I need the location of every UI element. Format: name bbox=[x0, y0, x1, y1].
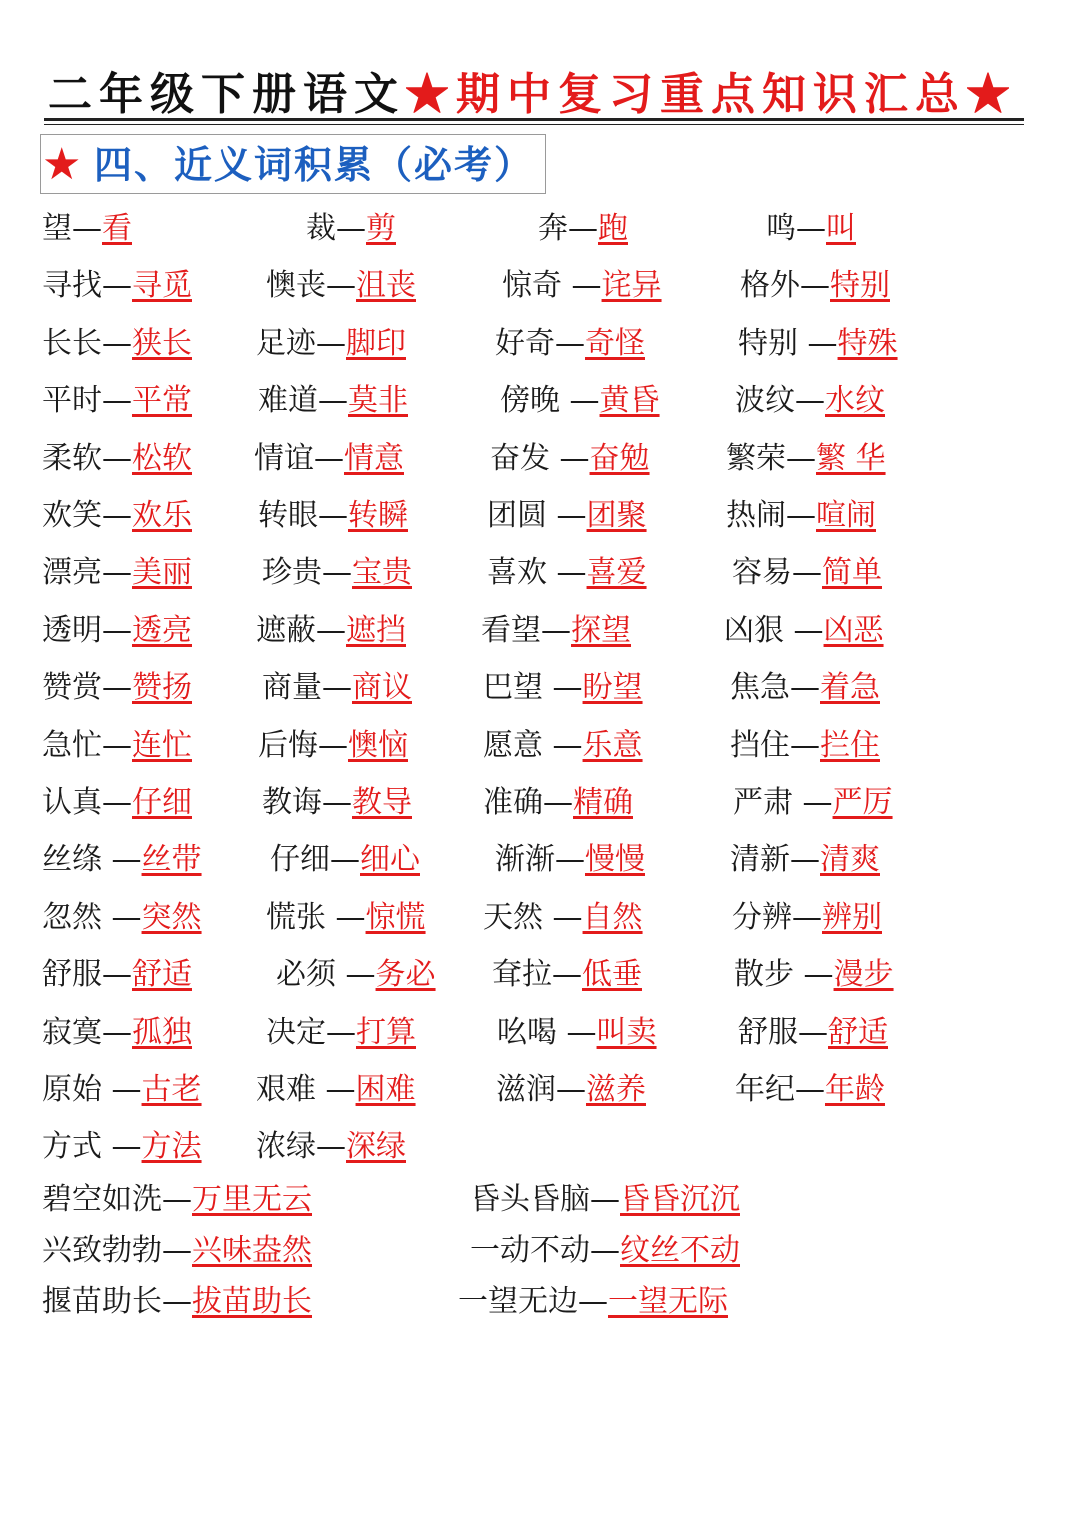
synonym-pair bbox=[487, 553, 647, 593]
dash: — bbox=[541, 612, 571, 648]
word: 急忙 bbox=[42, 727, 102, 763]
dash: — bbox=[792, 899, 822, 935]
word: 难道 bbox=[258, 383, 318, 419]
synonym-pair bbox=[42, 324, 192, 364]
dash: — bbox=[162, 1233, 192, 1268]
synonym-pair bbox=[42, 1231, 312, 1271]
synonym-pair bbox=[735, 381, 885, 421]
synonym-pair bbox=[740, 266, 890, 306]
synonym-answer: 打算 bbox=[356, 1014, 416, 1050]
word: 年纪 bbox=[735, 1072, 795, 1107]
synonym-pair bbox=[732, 898, 882, 938]
dash: — bbox=[552, 957, 582, 993]
word: 惊奇 bbox=[502, 268, 572, 304]
synonym-answer: 平常 bbox=[132, 383, 192, 419]
synonym-pair bbox=[42, 1070, 202, 1110]
synonym-pair bbox=[730, 840, 880, 880]
word: 奋发 bbox=[490, 440, 560, 476]
dash: — bbox=[790, 727, 820, 763]
word: 舒服 bbox=[42, 957, 102, 993]
synonym-pair bbox=[42, 840, 202, 880]
word: 艰难 bbox=[256, 1072, 326, 1107]
word: 容易 bbox=[732, 555, 792, 591]
word: 赞赏 bbox=[42, 670, 102, 706]
synonym-pair bbox=[262, 553, 412, 593]
dash: — bbox=[552, 670, 583, 706]
word: 特别 bbox=[738, 325, 808, 361]
synonym-answer: 遮挡 bbox=[346, 612, 406, 648]
synonym-answer: 严厉 bbox=[832, 785, 893, 820]
synonym-answer: 宝贵 bbox=[352, 555, 412, 591]
dash: — bbox=[318, 383, 348, 419]
synonym-answer: 诧异 bbox=[601, 268, 662, 304]
synonym-answer: 昏昏沉沉 bbox=[620, 1182, 740, 1217]
synonym-pair bbox=[470, 1231, 740, 1271]
word: 平时 bbox=[42, 383, 102, 419]
synonym-pair bbox=[306, 209, 396, 249]
synonym-answer: 孤独 bbox=[132, 1014, 192, 1050]
synonym-answer: 兴味盎然 bbox=[192, 1233, 312, 1268]
word: 吆喝 bbox=[497, 1014, 567, 1050]
dash: — bbox=[102, 440, 132, 476]
word: 碧空如洗 bbox=[42, 1182, 162, 1217]
synonym-pair bbox=[262, 668, 412, 708]
word: 原始 bbox=[42, 1072, 112, 1107]
title-rule-thin bbox=[44, 124, 1024, 125]
word: 揠苗助长 bbox=[42, 1284, 162, 1319]
dash: — bbox=[162, 1182, 192, 1217]
synonym-answer: 看 bbox=[102, 211, 132, 246]
synonym-answer: 黄昏 bbox=[599, 383, 660, 419]
word: 丝绦 bbox=[42, 842, 112, 878]
synonym-pair bbox=[42, 496, 192, 536]
word: 滋润 bbox=[496, 1072, 556, 1107]
dash: — bbox=[552, 727, 583, 763]
word: 鸣 bbox=[766, 211, 796, 246]
synonym-answer: 透亮 bbox=[132, 612, 192, 648]
synonym-answer: 纹丝不动 bbox=[620, 1233, 740, 1268]
dash: — bbox=[786, 498, 816, 533]
dash: — bbox=[571, 268, 602, 304]
dash: — bbox=[800, 268, 830, 304]
synonym-answer: 情意 bbox=[344, 440, 404, 476]
dash: — bbox=[322, 670, 352, 706]
synonym-pair bbox=[732, 553, 882, 593]
word: 情谊 bbox=[254, 440, 314, 476]
synonym-pair bbox=[256, 611, 406, 651]
word: 严肃 bbox=[733, 785, 803, 820]
word: 散步 bbox=[734, 957, 804, 993]
synonym-pair bbox=[483, 783, 633, 823]
synonym-answer: 喧闹 bbox=[816, 498, 876, 533]
dash: — bbox=[111, 1072, 142, 1107]
page-title bbox=[48, 66, 1028, 124]
synonym-answer: 盼望 bbox=[582, 670, 643, 706]
dash: — bbox=[330, 842, 360, 878]
dash: — bbox=[790, 842, 820, 878]
dash: — bbox=[798, 1014, 828, 1050]
synonym-answer: 舒适 bbox=[828, 1014, 888, 1050]
dash: — bbox=[102, 383, 132, 419]
synonym-answer: 细心 bbox=[360, 842, 420, 878]
synonym-pair bbox=[734, 955, 894, 995]
synonym-answer: 舒适 bbox=[132, 957, 192, 993]
dash: — bbox=[336, 211, 366, 246]
word: 天然 bbox=[483, 899, 553, 935]
synonym-answer: 叫 bbox=[826, 211, 856, 246]
word: 商量 bbox=[262, 670, 322, 706]
word: 愿意 bbox=[483, 727, 553, 763]
section-title: 四、近义词积累（必考） bbox=[94, 142, 535, 187]
synonym-pair bbox=[266, 898, 426, 938]
synonym-answer: 喜爱 bbox=[586, 555, 647, 591]
dash: — bbox=[111, 842, 142, 878]
word: 教诲 bbox=[262, 785, 322, 820]
synonym-pair bbox=[538, 209, 628, 249]
title-main: 二年级下册语文 bbox=[48, 69, 405, 120]
synonym-answer: 特别 bbox=[830, 268, 890, 304]
synonym-pair bbox=[733, 783, 893, 823]
synonym-answer: 剪 bbox=[366, 211, 396, 246]
word: 一望无边 bbox=[458, 1284, 578, 1319]
dash: — bbox=[318, 498, 348, 533]
synonym-answer: 拦住 bbox=[820, 727, 880, 763]
dash: — bbox=[102, 727, 132, 763]
synonym-pair bbox=[256, 324, 406, 364]
synonym-answer: 水纹 bbox=[825, 383, 885, 419]
synonym-answer: 凶恶 bbox=[823, 612, 884, 648]
synonym-answer: 转瞬 bbox=[348, 498, 408, 533]
synonym-answer: 仔细 bbox=[132, 785, 192, 820]
synonym-answer: 丝带 bbox=[141, 842, 202, 878]
synonym-answer: 团聚 bbox=[586, 498, 647, 533]
dash: — bbox=[802, 785, 833, 820]
word: 忽然 bbox=[42, 899, 112, 935]
word: 繁荣 bbox=[726, 440, 786, 476]
synonym-answer: 莫非 bbox=[348, 383, 408, 419]
synonym-answer: 慢慢 bbox=[585, 842, 645, 878]
synonym-pair bbox=[490, 439, 650, 479]
synonym-answer: 年龄 bbox=[825, 1072, 885, 1107]
synonym-answer: 深绿 bbox=[346, 1129, 406, 1165]
dash: — bbox=[786, 440, 816, 476]
synonym-answer: 欢乐 bbox=[132, 498, 192, 533]
word: 决定 bbox=[266, 1014, 326, 1050]
synonym-pair bbox=[492, 955, 642, 995]
dash: — bbox=[555, 325, 585, 361]
synonym-answer: 奇怪 bbox=[585, 325, 645, 361]
dash: — bbox=[102, 785, 132, 820]
word: 焦急 bbox=[730, 670, 790, 706]
word: 分辨 bbox=[732, 899, 792, 935]
synonym-answer: 简单 bbox=[822, 555, 882, 591]
synonym-answer: 惊慌 bbox=[365, 899, 426, 935]
word: 透明 bbox=[42, 612, 102, 648]
synonym-answer: 跑 bbox=[598, 211, 628, 246]
synonym-pair bbox=[42, 668, 192, 708]
synonym-answer: 狭长 bbox=[132, 325, 192, 361]
dash: — bbox=[793, 612, 824, 648]
synonym-answer: 脚印 bbox=[346, 325, 406, 361]
word: 喜欢 bbox=[487, 555, 557, 591]
word: 寻找 bbox=[42, 268, 102, 304]
synonym-answer: 连忙 bbox=[132, 727, 192, 763]
synonym-pair bbox=[483, 668, 643, 708]
dash: — bbox=[790, 670, 820, 706]
synonym-pair bbox=[726, 439, 886, 479]
synonym-pair bbox=[500, 381, 660, 421]
synonym-answer: 滋养 bbox=[586, 1072, 646, 1107]
dash: — bbox=[102, 555, 132, 591]
synonym-answer: 方法 bbox=[141, 1129, 202, 1165]
word: 热闹 bbox=[726, 498, 786, 533]
synonym-answer: 教导 bbox=[352, 785, 412, 820]
synonym-answer: 着急 bbox=[820, 670, 880, 706]
synonym-pair bbox=[730, 668, 880, 708]
synonym-pair bbox=[738, 324, 898, 364]
synonym-pair bbox=[256, 1127, 406, 1167]
synonym-pair bbox=[42, 611, 192, 651]
synonym-answer: 漫步 bbox=[833, 957, 894, 993]
dash: — bbox=[556, 555, 587, 591]
synonym-answer: 松软 bbox=[132, 440, 192, 476]
dash: — bbox=[314, 440, 344, 476]
synonym-answer: 寻觅 bbox=[132, 268, 192, 304]
synonym-pair bbox=[42, 553, 192, 593]
synonym-pair bbox=[42, 266, 192, 306]
word: 奔 bbox=[538, 211, 568, 246]
dash: — bbox=[102, 268, 132, 304]
synonym-pair bbox=[42, 1180, 312, 1220]
dash: — bbox=[807, 325, 838, 361]
dash: — bbox=[326, 1014, 356, 1050]
word: 裁 bbox=[306, 211, 336, 246]
synonym-answer: 低垂 bbox=[582, 957, 642, 993]
synonym-pair bbox=[497, 1013, 657, 1053]
title-rule-thick bbox=[44, 118, 1024, 121]
synonym-answer: 奋勉 bbox=[589, 440, 650, 476]
word: 巴望 bbox=[483, 670, 553, 706]
word: 团圆 bbox=[487, 498, 557, 533]
synonym-answer: 古老 bbox=[141, 1072, 202, 1107]
word: 寂寞 bbox=[42, 1014, 102, 1050]
dash: — bbox=[556, 1072, 586, 1107]
dash: — bbox=[102, 325, 132, 361]
dash: — bbox=[590, 1233, 620, 1268]
synonym-pair bbox=[42, 955, 192, 995]
synonym-pair bbox=[258, 496, 408, 536]
synonym-pair bbox=[42, 898, 202, 938]
word: 舒服 bbox=[738, 1014, 798, 1050]
synonym-pair bbox=[730, 726, 880, 766]
synonym-answer: 懊恼 bbox=[348, 727, 408, 763]
dash: — bbox=[555, 842, 585, 878]
word: 长长 bbox=[42, 325, 102, 361]
word: 兴致勃勃 bbox=[42, 1233, 162, 1268]
synonym-pair bbox=[42, 381, 192, 421]
synonym-pair bbox=[481, 611, 631, 651]
word: 望 bbox=[42, 211, 72, 246]
synonym-pair bbox=[42, 1127, 202, 1167]
dash: — bbox=[796, 211, 826, 246]
word: 渐渐 bbox=[495, 842, 555, 878]
synonym-pair bbox=[42, 783, 192, 823]
dash: — bbox=[102, 957, 132, 993]
synonym-pair bbox=[726, 496, 876, 536]
synonym-answer: 拔苗助长 bbox=[192, 1284, 312, 1319]
dash: — bbox=[72, 211, 102, 246]
synonym-answer: 乐意 bbox=[582, 727, 643, 763]
dash: — bbox=[556, 498, 587, 533]
word: 方式 bbox=[42, 1129, 112, 1165]
word: 好奇 bbox=[495, 325, 555, 361]
word: 傍晚 bbox=[500, 383, 570, 419]
synonym-answer: 精确 bbox=[573, 785, 633, 820]
star-icon: ★ bbox=[42, 139, 82, 190]
synonym-answer: 特殊 bbox=[837, 325, 898, 361]
synonym-pair bbox=[738, 1013, 888, 1053]
dash: — bbox=[102, 670, 132, 706]
synonym-pair bbox=[42, 209, 132, 249]
synonym-answer: 沮丧 bbox=[356, 268, 416, 304]
synonym-pair bbox=[470, 1180, 740, 1220]
synonym-answer: 赞扬 bbox=[132, 670, 192, 706]
word: 认真 bbox=[42, 785, 102, 820]
synonym-answer: 美丽 bbox=[132, 555, 192, 591]
synonym-pair bbox=[495, 840, 645, 880]
dash: — bbox=[335, 899, 366, 935]
word: 准确 bbox=[483, 785, 543, 820]
dash: — bbox=[559, 440, 590, 476]
dash: — bbox=[318, 727, 348, 763]
synonym-pair bbox=[256, 1070, 416, 1110]
synonym-answer: 万里无云 bbox=[192, 1182, 312, 1217]
word: 懊丧 bbox=[266, 268, 326, 304]
synonym-pair bbox=[483, 726, 643, 766]
synonym-answer: 突然 bbox=[141, 899, 202, 935]
dash: — bbox=[792, 555, 822, 591]
synonym-pair bbox=[42, 726, 192, 766]
dash: — bbox=[326, 268, 356, 304]
synonym-answer: 一望无际 bbox=[608, 1284, 728, 1319]
dash: — bbox=[102, 1014, 132, 1050]
word: 浓绿 bbox=[256, 1129, 316, 1165]
dash: — bbox=[552, 899, 583, 935]
dash: — bbox=[316, 1129, 346, 1165]
title-highlight: ★期中复习重点知识汇总★ bbox=[405, 69, 1017, 120]
synonym-pair bbox=[495, 324, 645, 364]
word: 必须 bbox=[276, 957, 346, 993]
word: 昏头昏脑 bbox=[470, 1182, 590, 1217]
synonym-pair bbox=[483, 898, 643, 938]
dash: — bbox=[322, 555, 352, 591]
word: 一动不动 bbox=[470, 1233, 590, 1268]
dash: — bbox=[162, 1284, 192, 1319]
synonym-answer: 清爽 bbox=[820, 842, 880, 878]
word: 柔软 bbox=[42, 440, 102, 476]
synonym-pair bbox=[42, 1013, 192, 1053]
dash: — bbox=[795, 1072, 825, 1107]
synonym-answer: 叫卖 bbox=[596, 1014, 657, 1050]
word: 仔细 bbox=[270, 842, 330, 878]
synonym-pair bbox=[458, 1282, 728, 1322]
dash: — bbox=[325, 1072, 356, 1107]
dash: — bbox=[566, 1014, 597, 1050]
word: 耷拉 bbox=[492, 957, 552, 993]
dash: — bbox=[568, 211, 598, 246]
word: 珍贵 bbox=[262, 555, 322, 591]
synonym-answer: 探望 bbox=[571, 612, 631, 648]
synonym-pair bbox=[258, 726, 408, 766]
synonym-pair bbox=[254, 439, 404, 479]
synonym-pair bbox=[42, 439, 192, 479]
synonym-answer: 繁 华 bbox=[816, 440, 886, 476]
dash: — bbox=[316, 325, 346, 361]
synonym-pair bbox=[258, 381, 408, 421]
word: 足迹 bbox=[256, 325, 316, 361]
dash: — bbox=[569, 383, 600, 419]
word: 转眼 bbox=[258, 498, 318, 533]
dash: — bbox=[111, 899, 142, 935]
synonym-pair bbox=[724, 611, 884, 651]
dash: — bbox=[590, 1182, 620, 1217]
synonym-pair bbox=[496, 1070, 646, 1110]
synonym-pair bbox=[262, 783, 412, 823]
word: 遮蔽 bbox=[256, 612, 316, 648]
synonym-pair bbox=[487, 496, 647, 536]
dash: — bbox=[578, 1284, 608, 1319]
word: 波纹 bbox=[735, 383, 795, 419]
dash: — bbox=[795, 383, 825, 419]
dash: — bbox=[316, 612, 346, 648]
synonym-pair bbox=[766, 209, 856, 249]
dash: — bbox=[803, 957, 834, 993]
word: 慌张 bbox=[266, 899, 336, 935]
synonym-pair bbox=[735, 1070, 885, 1110]
synonym-answer: 商议 bbox=[352, 670, 412, 706]
synonym-pair bbox=[270, 840, 420, 880]
synonym-answer: 务必 bbox=[375, 957, 436, 993]
dash: — bbox=[543, 785, 573, 820]
synonym-pair bbox=[502, 266, 662, 306]
word: 欢笑 bbox=[42, 498, 102, 533]
synonym-pair bbox=[276, 955, 436, 995]
dash: — bbox=[102, 612, 132, 648]
word: 后悔 bbox=[258, 727, 318, 763]
synonym-answer: 自然 bbox=[582, 899, 643, 935]
dash: — bbox=[322, 785, 352, 820]
synonym-answer: 辨别 bbox=[822, 899, 882, 935]
word: 漂亮 bbox=[42, 555, 102, 591]
word: 清新 bbox=[730, 842, 790, 878]
word: 格外 bbox=[740, 268, 800, 304]
synonym-pair bbox=[42, 1282, 312, 1322]
synonym-pair bbox=[266, 1013, 416, 1053]
dash: — bbox=[111, 1129, 142, 1165]
word: 凶狠 bbox=[724, 612, 794, 648]
dash: — bbox=[102, 498, 132, 533]
dash: — bbox=[345, 957, 376, 993]
word: 挡住 bbox=[730, 727, 790, 763]
word: 看望 bbox=[481, 612, 541, 648]
synonym-pair bbox=[266, 266, 416, 306]
synonym-answer: 困难 bbox=[355, 1072, 416, 1107]
